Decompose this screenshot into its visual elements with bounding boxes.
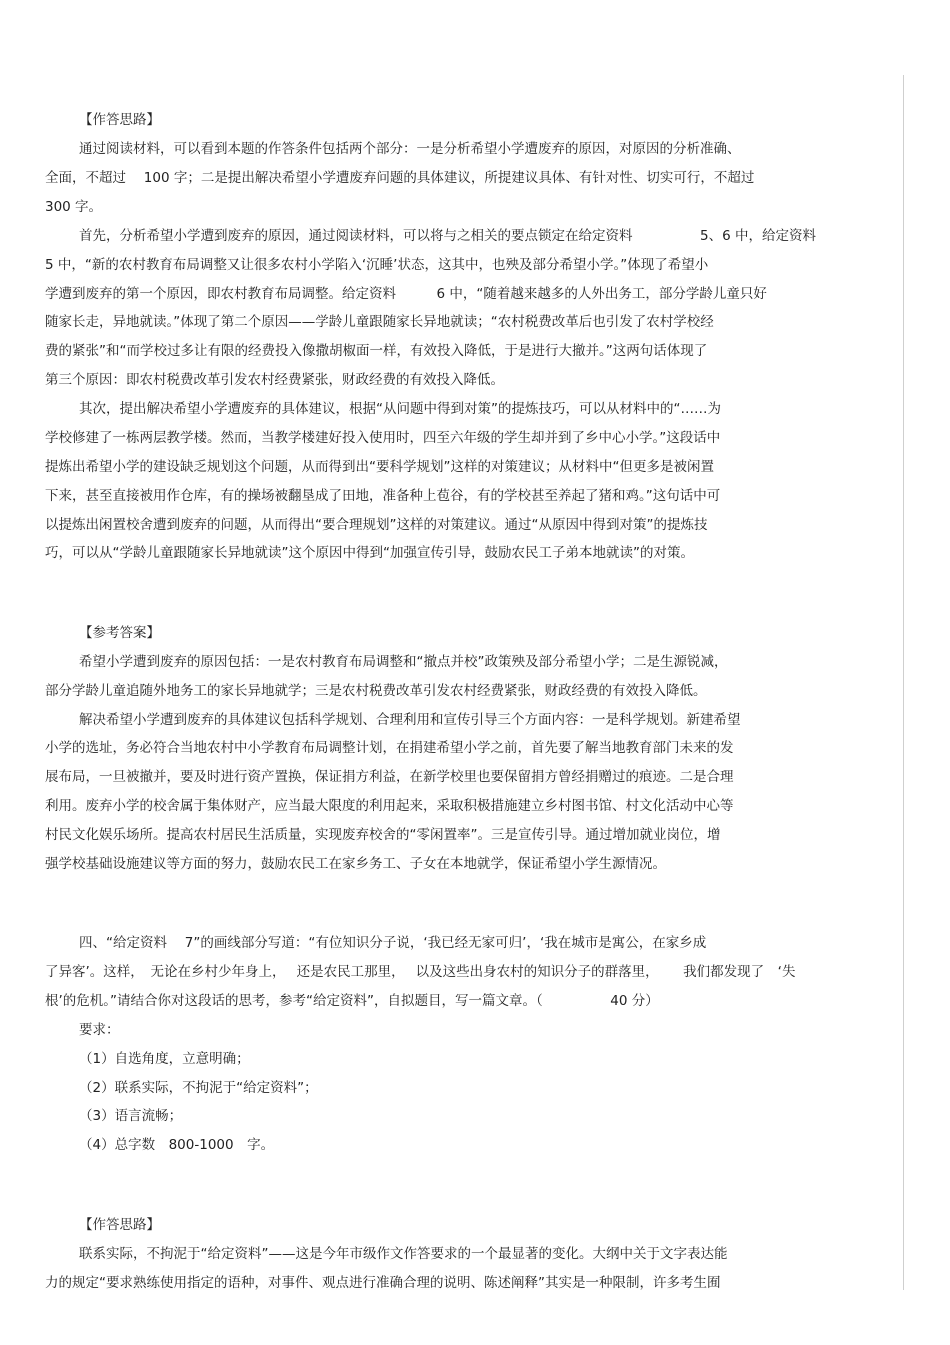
requirements-label: 要求： [79,1022,120,1038]
question-line: 根’的危机。”请结合你对这段话的思考，参考“给定资料”，自拟题目，写一篇文章。（ 40 分） [45,993,659,1009]
paragraph-line: 首先，分析希望小学遭到废弃的原因，通过阅读材料，可以将与之相关的要点锁定在给定资料 5、6 中，给定资料 [79,228,816,244]
section-heading: 【参考答案】 [79,625,160,641]
paragraph-line: 学校修建了一栋两层教学楼。然而，当教学楼建好投入使用时，四至六年级的学生却并到了乡中心小学。”这段话中 [45,430,721,446]
paragraph-line: 解决希望小学遭到废弃的具体建议包括科学规划、合理利用和宣传引导三个方面内容：一是科学规划。新建希望 [79,712,741,728]
paragraph-line: 提炼出希望小学的建设缺乏规划这个问题，从而得到出“要科学规划”这样的对策建议；从材料中“但更多是被闲置 [45,459,714,475]
requirement-item: （4）总字数 800-1000 字。 [79,1137,275,1153]
paragraph-line: 通过阅读材料，可以看到本题的作答条件包括两个部分：一是分析希望小学遭废弃的原因，对原因的分析准确、 [79,141,741,157]
paragraph-line: 全面，不超过 100 字；二是提出解决希望小学遭废弃问题的具体建议，所提建议具体、有针对性、切实可行，不超过 [45,170,755,186]
paragraph-line: 村民文化娱乐场所。提高农村居民生活质量，实现废弃校舍的“零闲置率”。三是宣传引导。通过增加就业岗位，增 [45,827,721,843]
section-heading: 【作答思路】 [79,1217,160,1233]
requirement-item: （3）语言流畅； [79,1108,183,1124]
question-line: 四、“给定资料 7”的画线部分写道：“有位知识分子说，‘我已经无家可归’，‘我在城市是寓公，在家乡成 [79,935,707,951]
section-heading: 【作答思路】 [79,112,160,128]
paragraph-line: 下来，甚至直接被用作仓库，有的操场被翻垦成了田地，准备种上苞谷，有的学校甚至养起了猪和鸡。”这句话中可 [45,488,721,504]
paragraph-line: 强学校基础设施建议等方面的努力，鼓励农民工在家乡务工、子女在本地就学，保证希望小学生源情况。 [45,856,666,872]
paragraph-line: 300 字。 [45,199,103,215]
paragraph-line: 其次，提出解决希望小学遭废弃的具体建议，根据“从问题中得到对策”的提炼技巧，可以从材料中的“……为 [79,401,721,417]
paragraph-line: 5 中，“新的农村教育布局调整又让很多农村小学陷入‘沉睡’状态，这其中，也殃及部分希望小学。”体现了希望小 [45,257,709,273]
paragraph-line: 以提炼出闲置校舍遭到废弃的问题，从而得出“要合理规划”这样的对策建议。通过“从原因中得到对策”的提炼技 [45,517,708,533]
question-line: 了异客’。这样， 无论在乡村少年身上， 还是农民工那里， 以及这些出身农村的知识分子的群落里， 我们都发现了 ‘失 [45,964,796,980]
paragraph-line: 力的规定“要求熟练使用指定的语种，对事件、观点进行准确合理的说明、陈述阐释”其实是一种限制，许多考生囿 [45,1275,721,1291]
paragraph-line: 希望小学遭到废弃的原因包括：一是农村教育布局调整和“撤点并校”政策殃及部分希望小学；二是生源锐减， [79,654,728,670]
paragraph-line: 利用。废弃小学的校舍属于集体财产，应当最大限度的利用起来，采取积极措施建立乡村图书馆、村文化活动中心等 [45,798,734,814]
paragraph-line: 巧，可以从“学龄儿童跟随家长异地就读”这个原因中得到“加强宣传引导，鼓励农民工子弟本地就读”的对策。 [45,545,694,561]
paragraph-line: 联系实际，不拘泥于“给定资料”——这是今年市级作文作答要求的一个最显著的变化。大纲中关于文字表达能 [79,1246,728,1262]
paragraph-line: 小学的选址，务必符合当地农村中小学教育布局调整计划，在捐建希望小学之前，首先要了解当地教育部门未来的发 [45,740,734,756]
paragraph-line: 部分学龄儿童追随外地务工的家长异地就学；三是农村税费改革引发农村经费紧张，财政经费的有效投入降低。 [45,683,707,699]
paragraph-line: 第三个原因：即农村税费改革引发农村经费紧张，财政经费的有效投入降低。 [45,372,504,388]
paragraph-line: 随家长走，异地就读。”体现了第二个原因——学龄儿童跟随家长异地就读；“农村税费改革后也引发了农村学校经 [45,314,714,330]
paragraph-line: 费的紧张”和“而学校过多让有限的经费投入像撒胡椒面一样，有效投入降低，于是进行大撤并。”这两句话体现了 [45,343,708,359]
requirement-item: （2）联系实际，不拘泥于“给定资料”； [79,1080,318,1096]
paragraph-line: 展布局，一旦被撤并，要及时进行资产置换，保证捐方利益，在新学校里也要保留捐方曾经捐赠过的痕迹。二是合理 [45,769,734,785]
paragraph-line: 学遭到废弃的第一个原因，即农村教育布局调整。给定资料 6 中，“随着越来越多的人外出务工，部分学龄儿童只好 [45,286,767,302]
requirement-item: （1）自选角度，立意明确； [79,1051,250,1067]
